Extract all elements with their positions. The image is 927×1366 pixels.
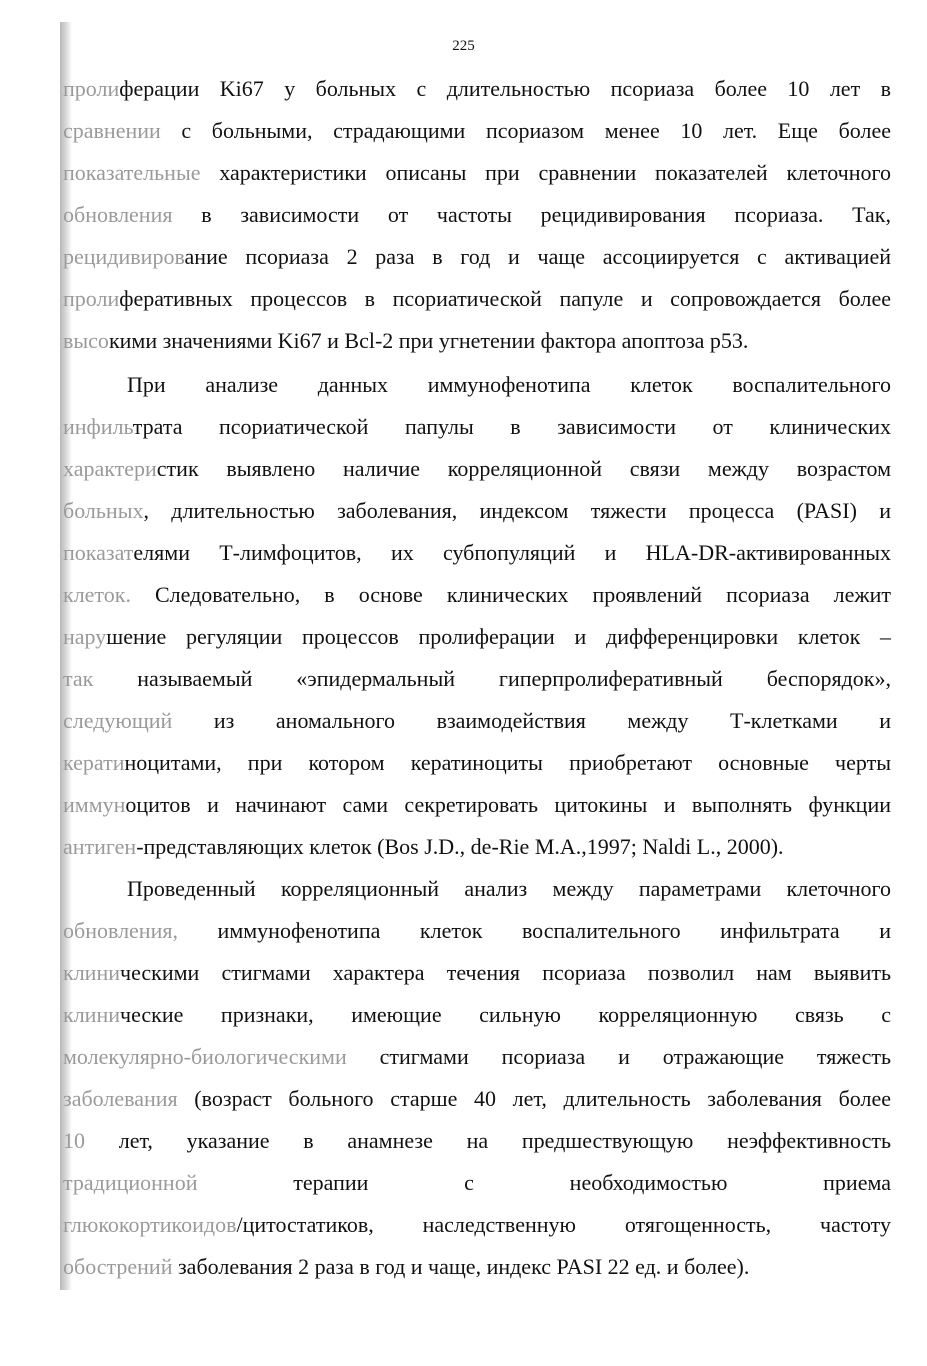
text-line: высокими значениями Ki67 и Bcl-2 при угнетении фактора апоптоза p53. bbox=[63, 328, 749, 353]
page-number: 225 bbox=[452, 38, 475, 54]
text-line: кератиноцитами, при котором кератиноциты приобретают основные черты bbox=[63, 750, 891, 775]
text-line: показательные характеристики описаны при сравнении показателей клеточного bbox=[63, 160, 891, 185]
text-line: нарушение регуляции процессов пролиферации и дифференцировки клеток – bbox=[63, 624, 891, 649]
paragraph-2 bbox=[63, 364, 891, 868]
text-line: традиционной терапии с необходимостью приема bbox=[63, 1170, 891, 1195]
text-line: так называемый «эпидермальный гиперпролиферативный беспорядок», bbox=[63, 666, 891, 691]
text-line: заболевания (возраст больного старше 40 лет, длительность заболевания более bbox=[63, 1086, 891, 1111]
text-line: клинические признаки, имеющие сильную корреляционную связь с bbox=[63, 1002, 891, 1027]
text-line: клиническими стигмами характера течения псориаза позволил нам выявить bbox=[63, 960, 891, 985]
paragraph-1 bbox=[63, 68, 891, 362]
text-line: обновления, иммунофенотипа клеток воспалительного инфильтрата и bbox=[63, 918, 891, 943]
text-line: сравнении с больными, страдающими псориазом менее 10 лет. Еще более bbox=[63, 118, 891, 143]
text-line: характеристик выявлено наличие корреляционной связи между возрастом bbox=[63, 456, 891, 481]
text-line: больных, длительностью заболевания, индексом тяжести процесса (PASI) и bbox=[63, 498, 891, 523]
text-line: антиген-представляющих клеток (Bos J.D., de-Rie M.A.,1997; Naldi L., 2000). bbox=[63, 834, 784, 859]
text-line: рецидивирование псориаза 2 раза в год и чаще ассоциируется с активацией bbox=[63, 244, 891, 269]
text-line: обострений заболевания 2 раза в год и чаще, индекс PASI 22 ед. и более). bbox=[63, 1254, 750, 1279]
text-line: 10 лет, указание в анамнезе на предшествующую неэффективность bbox=[63, 1128, 891, 1153]
text-line: пролиферации Ki67 у больных с длительностью псориаза более 10 лет в bbox=[63, 76, 891, 101]
text-line: показателями Т-лимфоцитов, их субпопуляций и HLA-DR-активированных bbox=[63, 540, 891, 565]
text-line: следующий из аномального взаимодействия между Т-клетками и bbox=[63, 708, 891, 733]
text-line: инфильтрата псориатической папулы в зависимости от клинических bbox=[63, 414, 891, 439]
text-line: пролиферативных процессов в псориатической папуле и сопровождается более bbox=[63, 286, 891, 311]
text-line: Проведенный корреляционный анализ между параметрами клеточного bbox=[127, 876, 891, 901]
text-line: глюкокортикоидов/цитостатиков, наследственную отягощенность, частоту bbox=[63, 1212, 891, 1237]
text-line: иммуноцитов и начинают сами секретировать цитокины и выполнять функции bbox=[63, 792, 891, 817]
text-line: обновления в зависимости от частоты рецидивирования псориаза. Так, bbox=[63, 202, 891, 227]
paragraph-3 bbox=[63, 868, 891, 1288]
text-line: При анализе данных иммунофенотипа клеток воспалительного bbox=[127, 372, 891, 397]
text-line: молекулярно-биологическими стигмами псориаза и отражающие тяжесть bbox=[63, 1044, 891, 1069]
text-line: клеток. Следовательно, в основе клинических проявлений псориаза лежит bbox=[63, 582, 891, 607]
